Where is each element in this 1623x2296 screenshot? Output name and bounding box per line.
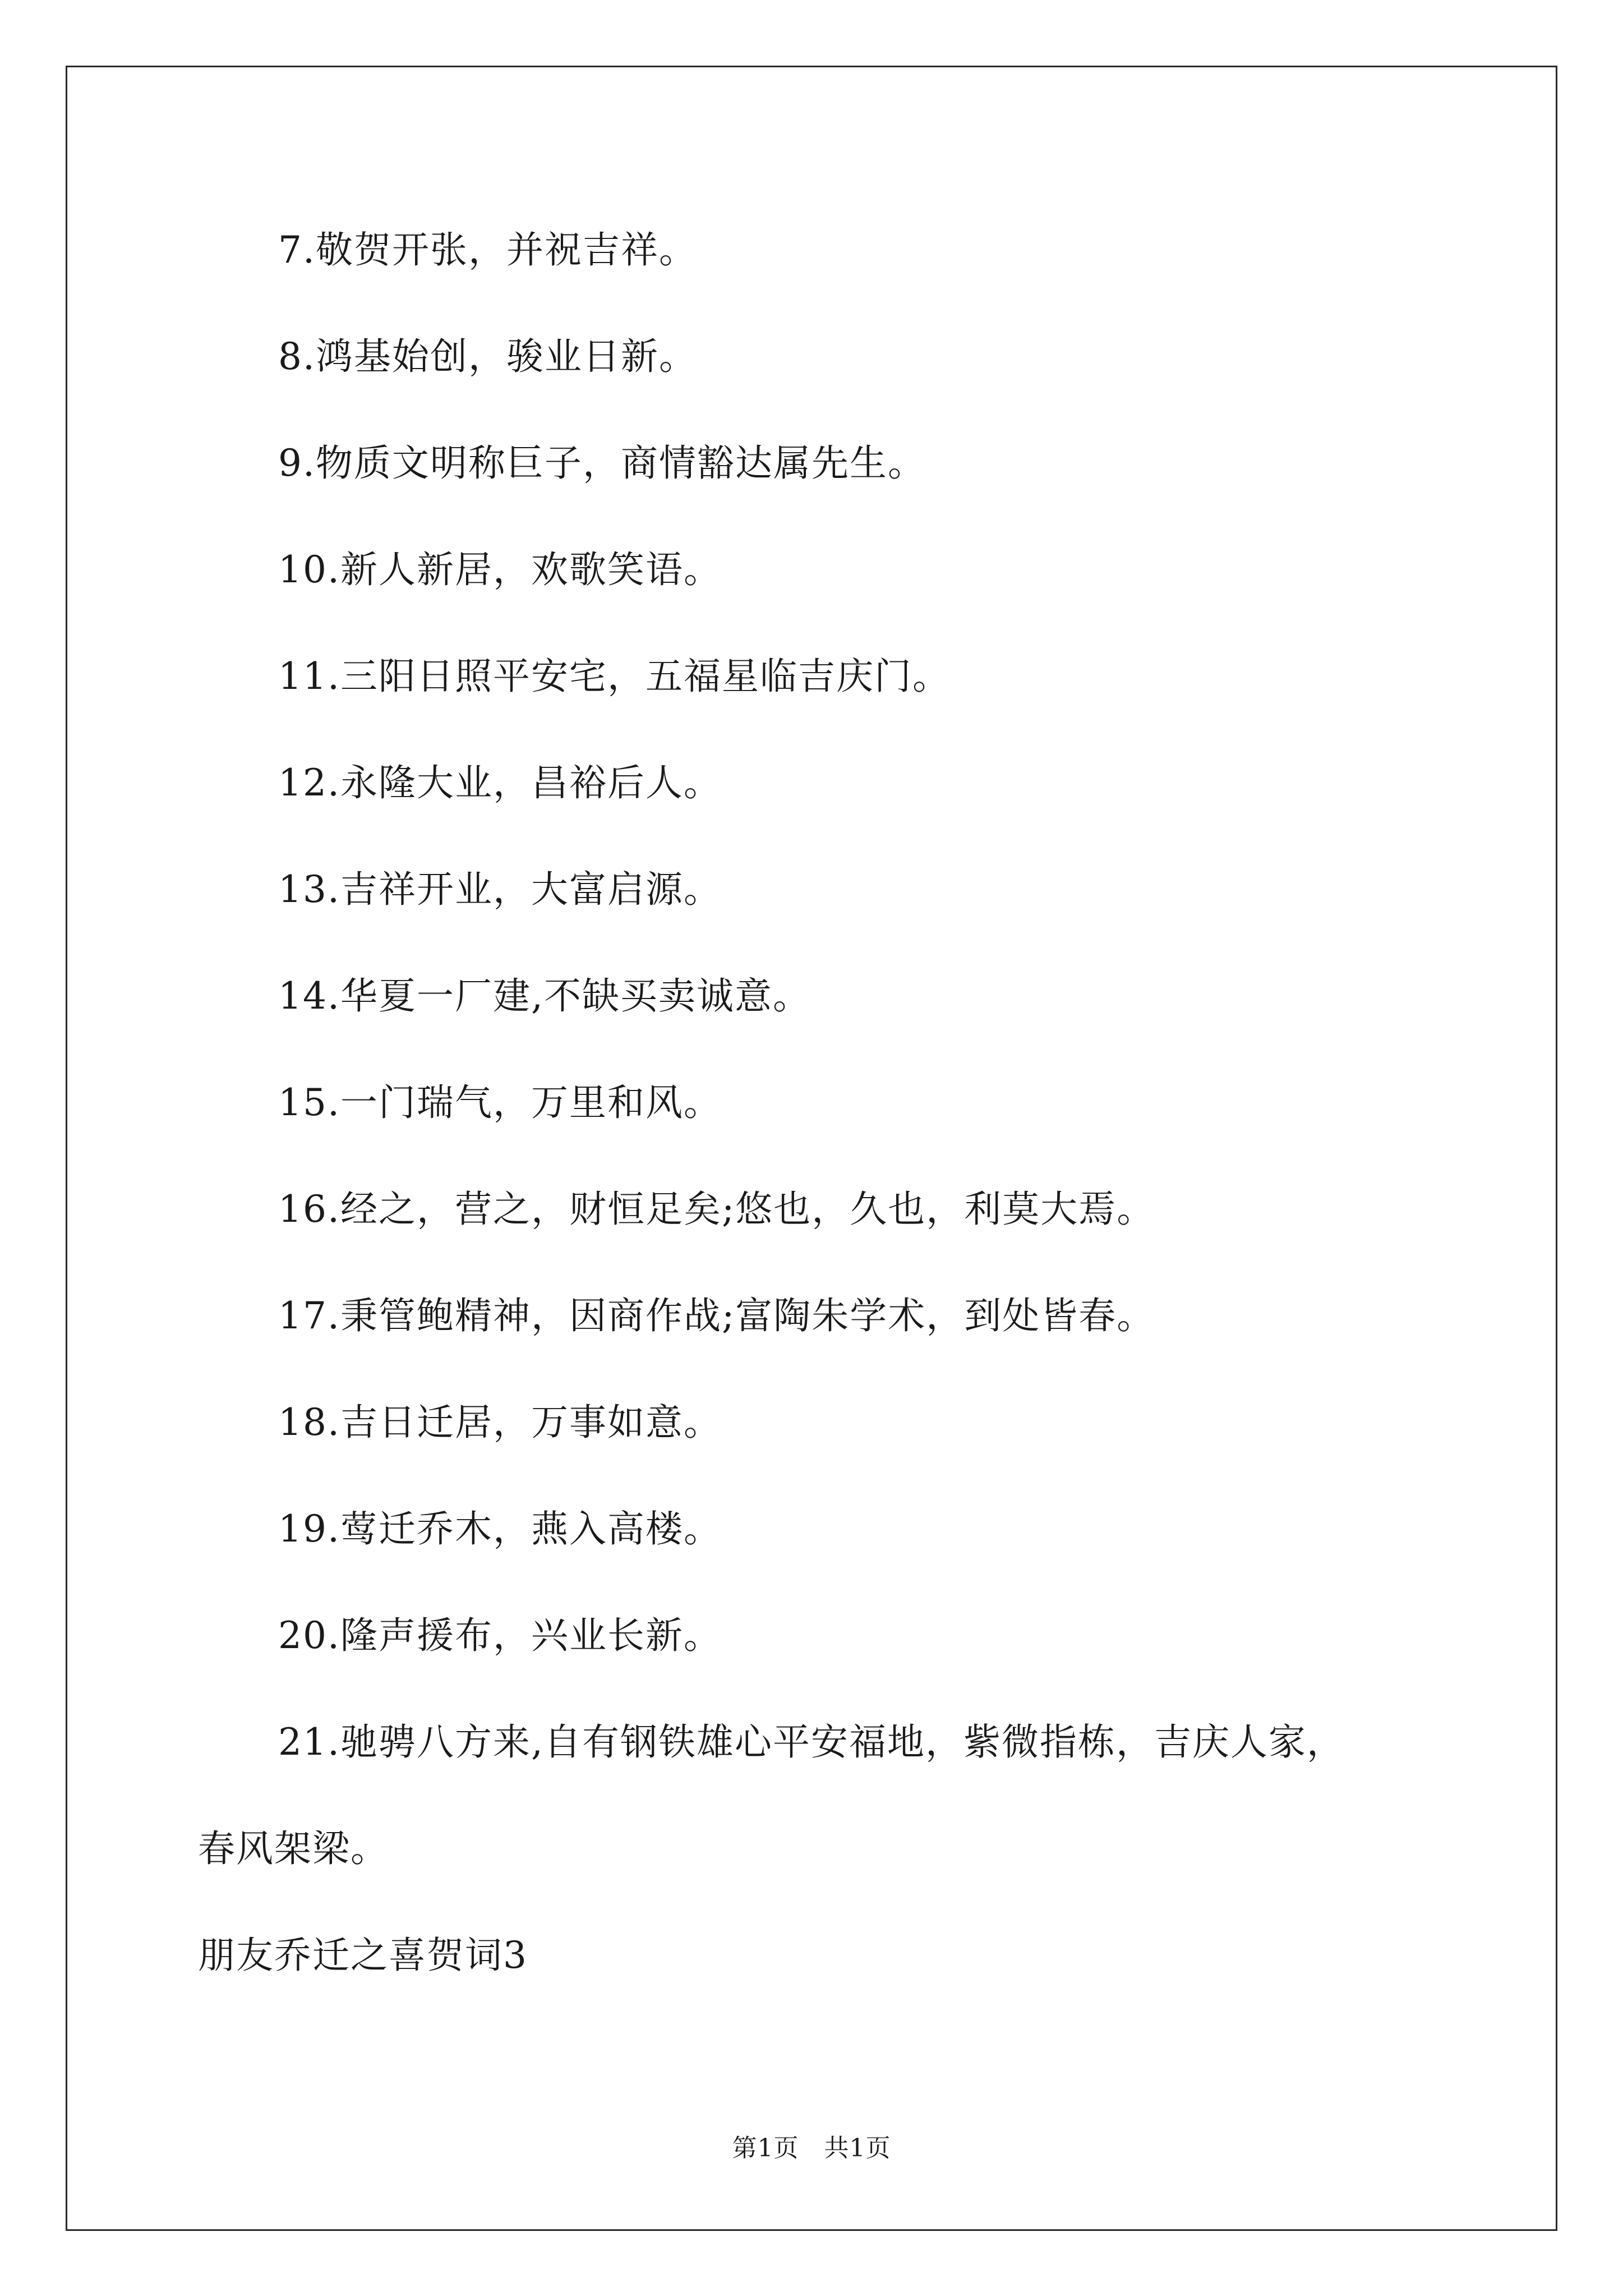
list-item: 15.一门瑞气，万里和风。 — [278, 1081, 722, 1124]
list-item-continuation: 春风架梁。 — [198, 1827, 389, 1870]
list-item: 9.物质文明称巨子，商情豁达属先生。 — [278, 441, 926, 485]
list-item: 7.敬贺开张，并祝吉祥。 — [278, 228, 697, 272]
list-item: 13.吉祥开业，大富启源。 — [278, 868, 722, 911]
list-item: 8.鸿基始创，骏业日新。 — [278, 335, 697, 378]
list-item: 18.吉日迁居，万事如意。 — [278, 1401, 722, 1444]
page-footer: 第1页 共1页 — [732, 2134, 891, 2162]
section-heading: 朋友乔迁之喜贺词3 — [198, 1934, 528, 1977]
list-item: 10.新人新居，欢歌笑语。 — [278, 548, 722, 591]
list-item: 11.三阳日照平安宅，五福星临吉庆门。 — [278, 655, 951, 698]
list-item: 20.隆声援布，兴业长新。 — [278, 1614, 722, 1657]
list-item: 17.秉管鲍精神，因商作战;富陶朱学术，到处皆春。 — [278, 1294, 1155, 1337]
list-item: 16.经之，营之，财恒足矣;悠也，久也，利莫大焉。 — [278, 1188, 1155, 1231]
list-item: 14.华夏一厂建,不缺买卖诚意。 — [278, 974, 811, 1018]
list-item: 19.莺迁乔木，燕入高楼。 — [278, 1507, 722, 1550]
page-border — [66, 66, 1557, 2231]
list-item: 12.永隆大业，昌裕后人。 — [278, 761, 722, 804]
list-item: 21.驰骋八方来,自有钢铁雄心平安福地，紫微指栋，吉庆人家， — [278, 1720, 1345, 1764]
